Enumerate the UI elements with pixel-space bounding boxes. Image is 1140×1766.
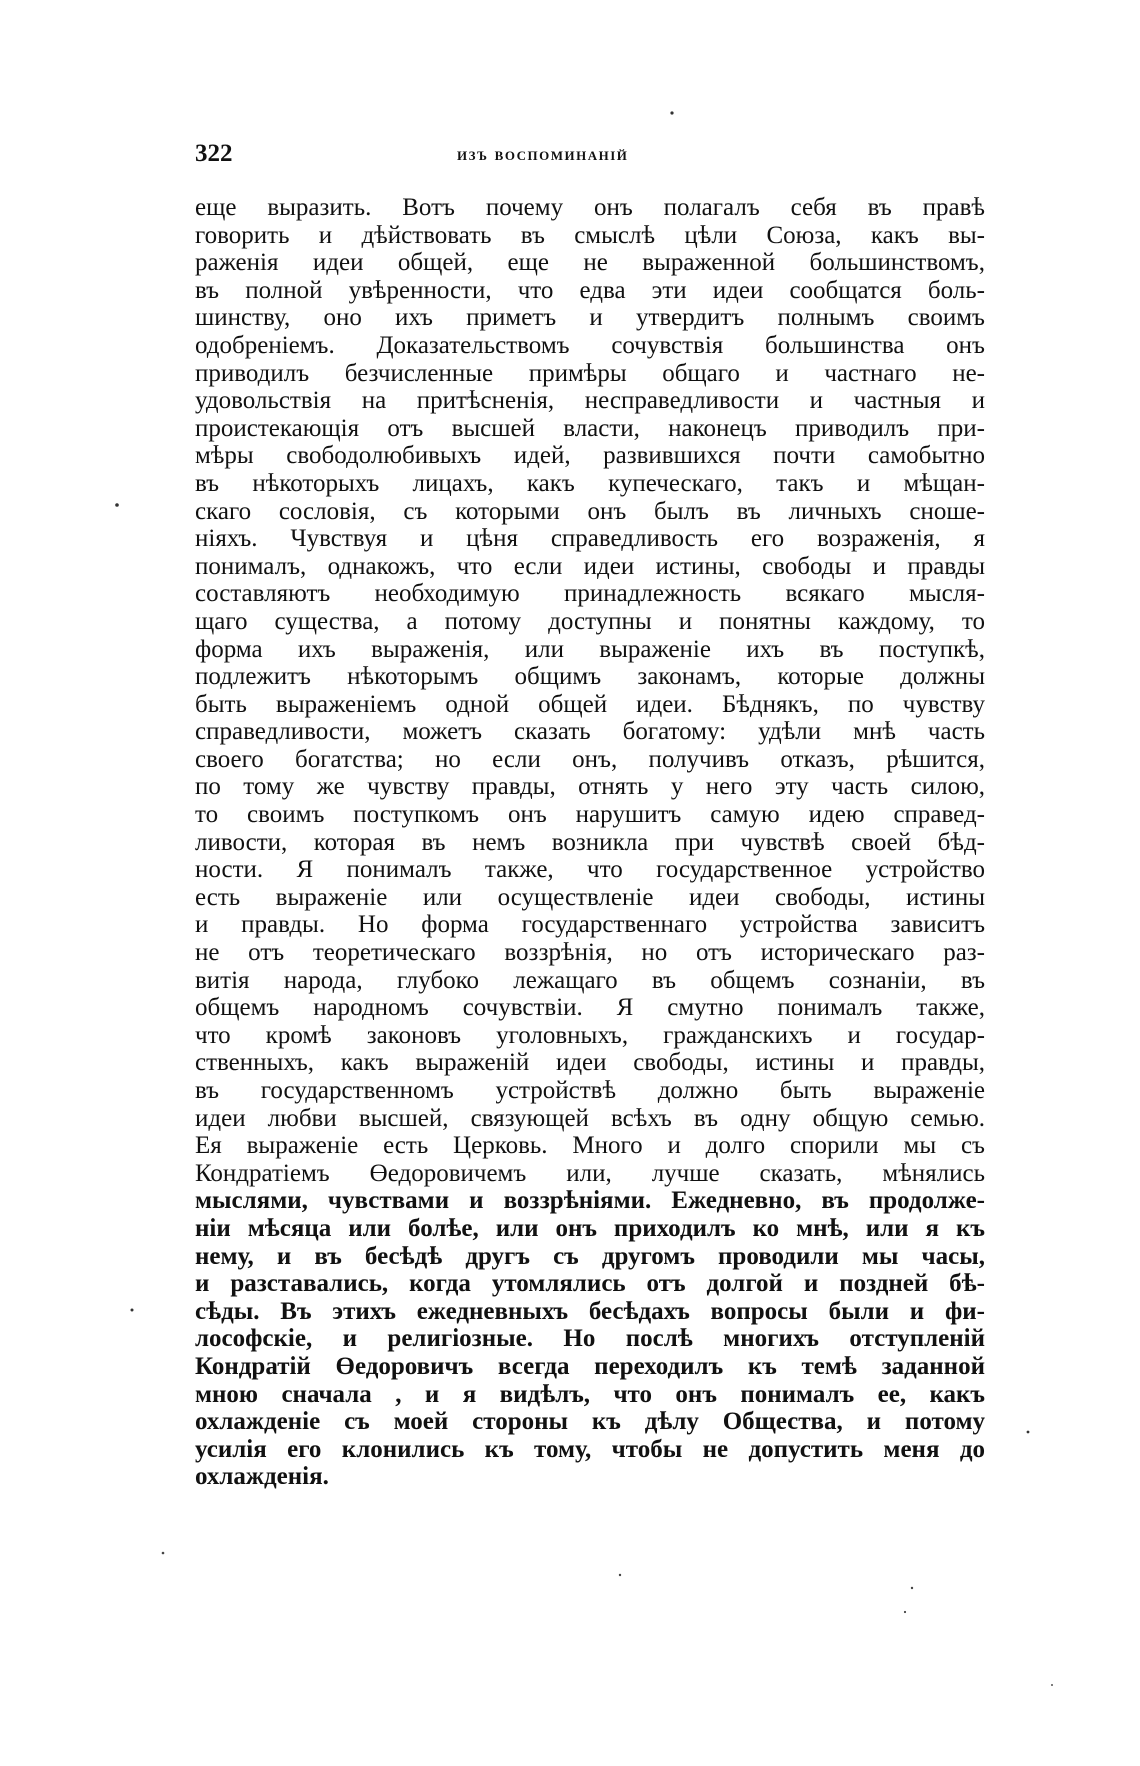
text-line: витія народа, глубоко лежащаго въ общемъ сознаніи, въ (195, 966, 985, 994)
text-line: охлажденіе съ моей стороны къ дѣлу Общества, и потому (195, 1408, 985, 1436)
text-line: удовольствія на притѣсненія, несправедливости и частныя и (195, 387, 985, 415)
text-line: сѣды. Въ этихъ ежедневныхъ бесѣдахъ вопросы были и фи- (195, 1297, 985, 1325)
text-line: скаго сословія, съ которыми онъ былъ въ личныхъ сноше- (195, 497, 985, 525)
text-line: охлажденія. (195, 1463, 329, 1491)
text-line: быть выраженіемъ одной общей идеи. Бѣднякъ, по чувству (195, 690, 985, 718)
text-line: и правды. Но форма государственнаго устройства зависитъ (195, 911, 985, 939)
text-line: лософскіе, и религіозные. Но послѣ многихъ отступленій (195, 1325, 985, 1353)
text-line: мыслями, чувствами и воззрѣніями. Ежедневно, въ продолже- (195, 1187, 985, 1215)
text-line: въ государственномъ устройствѣ должно быть выраженіе (195, 1077, 985, 1104)
page-number: 322 (195, 140, 233, 167)
body-text (195, 194, 985, 1491)
text-line: нему, и въ бесѣдѣ другъ съ другомъ проводили мы часы, (195, 1242, 985, 1270)
text-line: ніи мѣсяца или болѣе, или онъ приходилъ ко мнѣ, или я къ (195, 1214, 985, 1242)
text-line: усилія его клонились къ тому, чтобы не допустить меня до (195, 1435, 985, 1463)
text-line: Кондратій Өедоровичъ всегда переходилъ къ темѣ заданной (195, 1352, 985, 1380)
text-line: щаго существа, а потому доступны и понятны каждому, то (195, 607, 985, 635)
text-line: Ея выраженіе есть Церковь. Много и долго спорили мы съ (195, 1132, 985, 1160)
text-line: что кромѣ законовъ уголовныхъ, гражданскихъ и государ- (195, 1021, 985, 1049)
text-line: мною сначала , и я видѣлъ, что онъ понималъ ее, какъ (195, 1380, 985, 1408)
text-line: ніяхъ. Чувствуя и цѣня справедливость его возраженія, я (195, 525, 985, 553)
text-line: составляютъ необходимую принадлежность всякаго мысля- (195, 580, 985, 608)
text-line: въ нѣкоторыхъ лицахъ, какъ купеческаго, такъ и мѣщан- (195, 469, 985, 497)
text-line: еще выразить. Вотъ почему онъ полагалъ себя въ правѣ (195, 194, 985, 221)
text-line: есть выраженіе или осуществленіе идеи свободы, истины (195, 883, 985, 911)
text-line: ности. Я понималъ также, что государственное устройство (195, 856, 985, 884)
page-header (195, 140, 995, 174)
text-line: по тому же чувству правды, отнять у него эту часть силою, (195, 773, 985, 801)
text-line: и разставались, когда утомлялись отъ долгой и поздней бѣ- (195, 1270, 985, 1298)
text-line: проистекающія отъ высшей власти, наконецъ приводилъ при- (195, 414, 985, 442)
text-line: мѣры свободолюбивыхъ идей, развившихся почти самобытно (195, 442, 985, 470)
text-line: говорить и дѣйствовать въ смыслѣ цѣли Союза, какъ вы- (195, 221, 985, 249)
text-line: то своимъ поступкомъ онъ нарушитъ самую идею справед- (195, 801, 985, 829)
text-line: въ полной увѣренности, что едва эти идеи сообщатся боль- (195, 276, 985, 304)
text-line: понималъ, однакожъ, что если идеи истины, свободы и правды (195, 552, 985, 580)
text-line: подлежитъ нѣкоторымъ общимъ законамъ, которые должны (195, 663, 985, 691)
text-line: идеи любви высшей, связующей всѣхъ въ одну общую семью. (195, 1104, 985, 1132)
text-line: одобреніемъ. Доказательствомъ сочувствія большинства онъ (195, 331, 985, 359)
text-line: не отъ теоретическаго воззрѣнія, но отъ историческаго раз- (195, 939, 985, 967)
text-line: справедливости, можетъ сказать богатому: удѣли мнѣ часть (195, 718, 985, 746)
text-line: приводилъ безчисленные примѣры общаго и частнаго не- (195, 359, 985, 387)
text-line: шинству, оно ихъ приметъ и утвердитъ полнымъ своимъ (195, 304, 985, 332)
running-head: изъ воспоминаній (457, 144, 629, 165)
text-line: общемъ народномъ сочувствіи. Я смутно понималъ также, (195, 994, 985, 1022)
text-line: Кондратіемъ Өедоровичемъ или, лучше сказать, мѣнялись (195, 1159, 985, 1187)
text-line: форма ихъ выраженія, или выраженіе ихъ въ поступкѣ, (195, 635, 985, 663)
text-line: своего богатства; но если онъ, получивъ отказъ, рѣшится, (195, 745, 985, 773)
text-line: ственныхъ, какъ выраженій идеи свободы, истины и правды, (195, 1049, 985, 1077)
text-line: раженія идеи общей, еще не выраженной большинствомъ, (195, 249, 985, 277)
text-line: ливости, которая въ немъ возникла при чувствѣ своей бѣд- (195, 828, 985, 856)
